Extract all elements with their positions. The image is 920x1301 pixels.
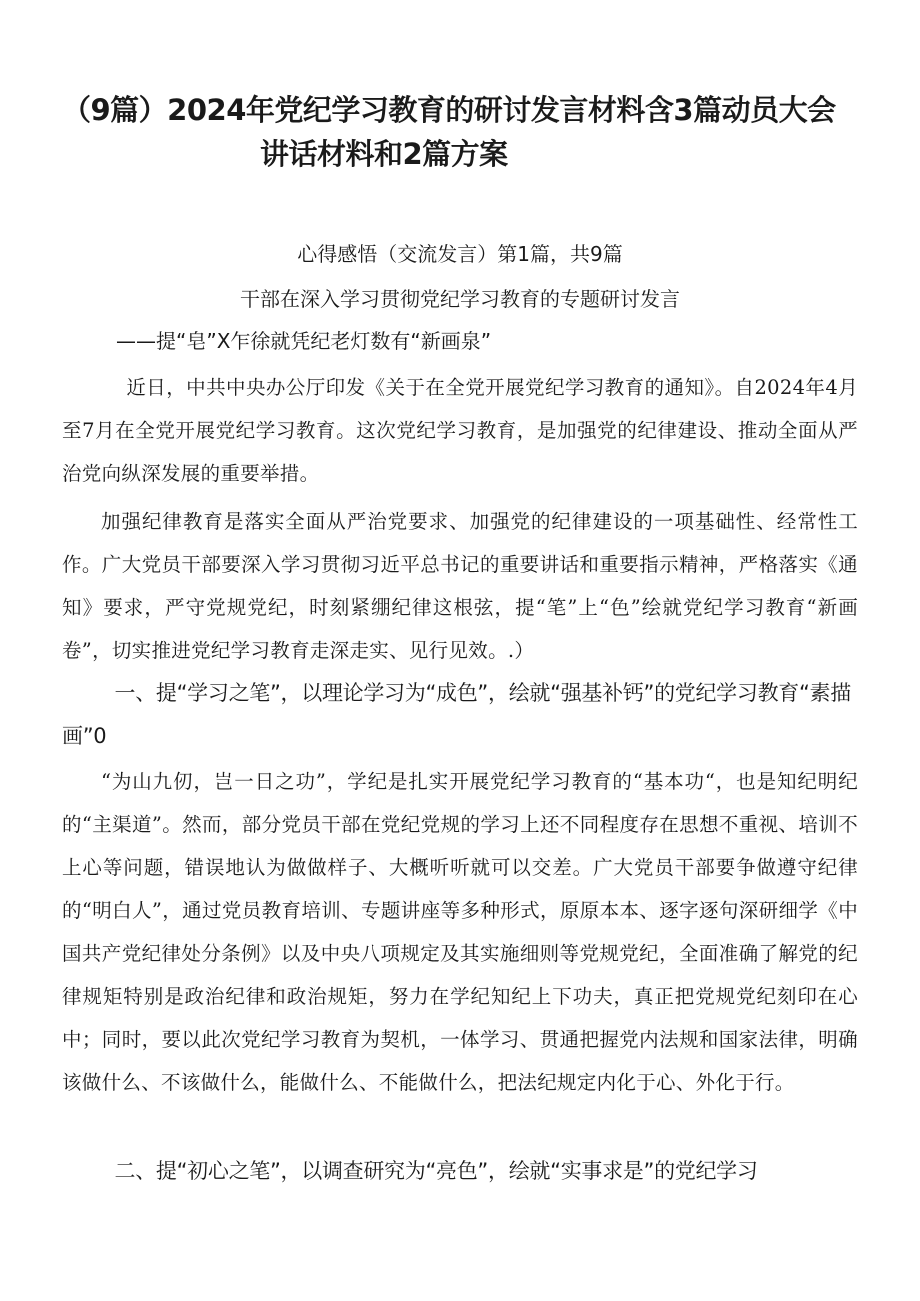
document-title-line-2: 讲话材料和2篇方案 bbox=[260, 137, 508, 171]
speech-subtitle: 干部在深入学习贯彻党纪学习教育的专题研讨发言 bbox=[240, 287, 680, 311]
heading-1: 一、提“学习之笔”，以理论学习为“成色”，绘就“强基补钙”的党纪学习教育“素描画”0 bbox=[62, 681, 851, 748]
document-title-line-1: （9篇）2024年党纪学习教育的研讨发言材料含3篇动员大会 bbox=[62, 93, 836, 127]
document-title bbox=[62, 88, 862, 176]
paragraph-2: 加强纪律教育是落实全面从严治党要求、加强党的纪律建设的一项基础性、经常性工作。广大党员干部要深入学习贯彻习近平总书记的重要讲话和重要指示精神，严格落实《通知》要求，严守党规党纪，时刻紧绷纪律这根弦，提“笔”上“色”绘就党纪学习教育“新画卷”，切实推进党纪学习教育走深走实、见行见效。.） bbox=[62, 510, 858, 662]
paragraph-3: “为山九仞，岂一日之功”，学纪是扎实开展党纪学习教育的“基本功“，也是知纪明纪的“主渠道”。然而，部分党员干部在党纪党规的学习上还不同程度存在思想不重视、培训不上心等问题，错误地认为做做样子、大概听听就可以交差。广大党员干部要争做遵守纪律的“明白人”，通过党员教育培训、专题讲座等多种形式，原原本本、逐字逐句深研细学《中国共产党纪律处分条例》以及中央八项规定及其实施细则等党规党纪，全面准确了解党的纪律规矩特别是政治纪律和政治规矩，努力在学纪知纪上下功夫，真正把党规党纪刻印在心中；同时，要以此次党纪学习教育为契机，一体学习、贯通把握党内法规和国家法律，明确该做什么、不该做什么，能做什么、不能做什么，把法纪规定内化于心、外化于行。 bbox=[62, 770, 858, 1094]
section-label: 心得感悟（交流发言）第1篇，共9篇 bbox=[297, 242, 623, 266]
heading-2: 二、提“初心之笔”，以调查研究为“亮色”，绘就“实事求是”的党纪学习 bbox=[114, 1159, 758, 1183]
speech-subheading: ——提“皂”X乍徐就凭纪老灯数有“新画泉” bbox=[116, 329, 492, 353]
paragraph-1: 近日，中共中央办公厅印发《关于在全党开展党纪学习教育的通知》。自2024年4月至7月在全党开展党纪学习教育。这次党纪学习教育，是加强党的纪律建设、推动全面从严治党向纵深发展的重要举措。 bbox=[62, 376, 858, 485]
